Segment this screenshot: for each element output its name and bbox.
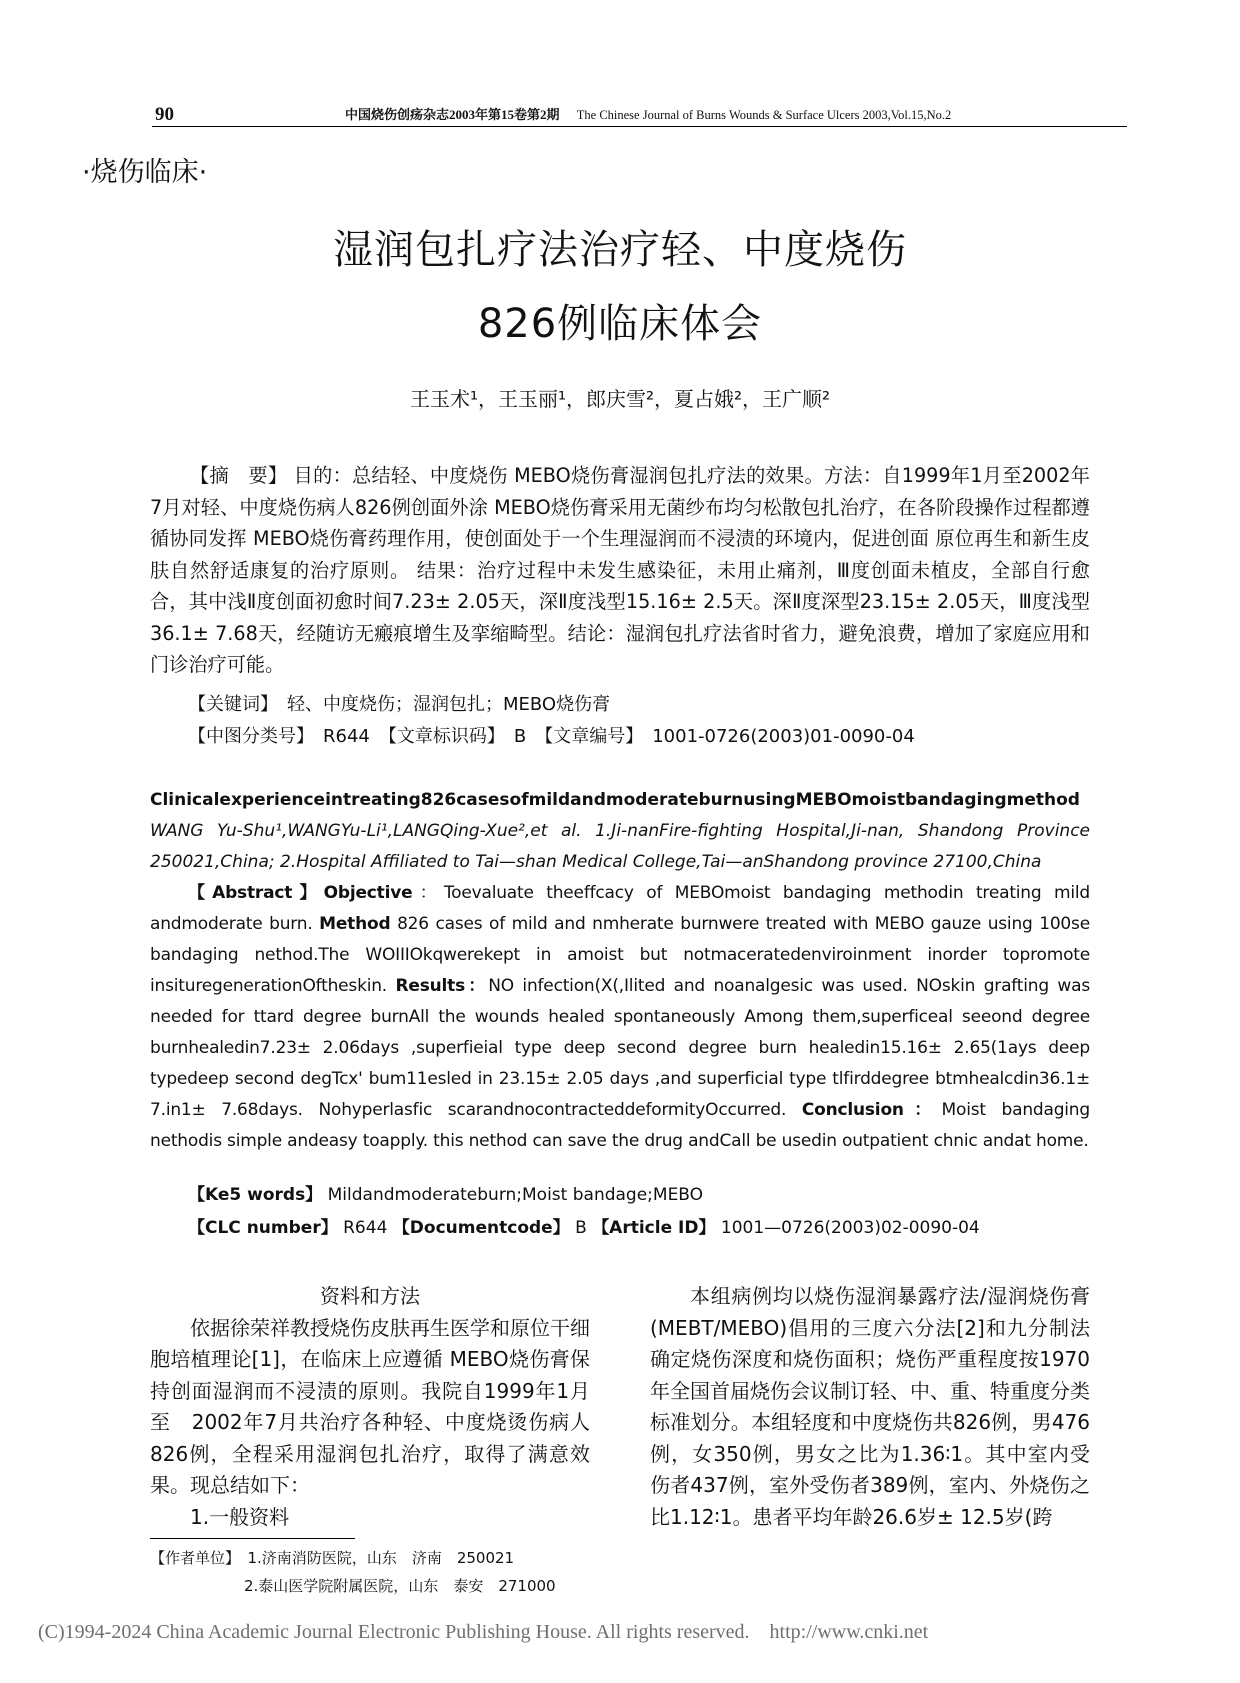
body-right-column	[650, 1281, 1090, 1533]
classification-en	[188, 1213, 980, 1238]
section-heading: 资料和方法	[320, 1284, 420, 1308]
document-code-label: 【Documentcode】	[392, 1218, 570, 1238]
clc-number-value: R644	[343, 1218, 388, 1238]
journal-header	[345, 104, 1125, 123]
clc-number-label: 【CLC number】	[188, 1218, 338, 1238]
footnote-divider	[150, 1538, 355, 1539]
english-affiliation: WANG Yu-Shu¹,WANGYu-Li¹,LANGQing-Xue²,et al. 1.Ji-nanFire-fighting Hospital,Ji-nan, Shandong Province 250021,China; 2.Hospital Affiliated to Tai—shan Medical College,Tai—anShandong province 27100,China	[150, 821, 1090, 872]
abstract-en-method: 826 cases of mild and nmherate burnwere treated with MEBO gauze using 100se bandaging nethod.The WOIIIOkqwerekept in amoist but notmaceratedenviroinment inorder topromote insituregenerationOftheskin.	[150, 914, 1090, 996]
body-paragraph-left: 依据徐荣祥教授烧伤皮肤再生医学和原位干细胞培植理论[1]，在临床上应遵循 MEBO烧伤膏保持创面湿润而不浸渍的原则。我院自1999年1月至 2002年7月共治疗各种轻、中度烧烫伤病人826例，全程采用湿润包扎治疗，取得了满意效果。现总结如下：	[150, 1315, 590, 1497]
journal-header-en: The Chinese Journal of Burns Wounds & Surface Ulcers 2003,Vol.15,No.2	[576, 108, 952, 122]
keywords-en-label: 【Ke5 words】	[188, 1185, 323, 1205]
footnote-affiliation-1: 【作者单位】 1.济南消防医院，山东 济南 250021	[150, 1549, 515, 1567]
keywords-en	[188, 1180, 703, 1205]
abstract-en-objective: ：Toevaluate theeffcacy of MEBOmoist bandaging methodin treating mild andmoderate burn.	[150, 883, 1090, 934]
abstract-en-conclusion: Moist bandaging nethodis simple andeasy toapply. this nethod can save the drug andCall be usedin outpatient chnic andat home.	[150, 1100, 1090, 1151]
header-divider	[152, 126, 1127, 127]
author-list: 王玉术¹，王玉丽¹，郎庆雪²，夏占娥²，王广顺²	[409, 387, 831, 411]
abstract-en-label: 【Abstract】Objective	[188, 883, 413, 903]
body-paragraph-right: 本组病例均以烧伤湿润暴露疗法/湿润烧伤膏(MEBT/MEBO)倡用的三度六分法[2]和九分制法确定烧伤深度和烧伤面积；烧伤严重程度按1970年全国首届烧伤会议制订轻、中、重、特重度分类标准划分。本组轻度和中度烧伤共826例，男476例，女350例，男女之比为1.36∶1。其中室内受伤者437例，室外受伤者389例，室内、外烧伤之比1.12∶1。患者平均年龄26.6岁± 12.5岁(跨	[650, 1284, 1090, 1529]
page-number: 90	[155, 104, 174, 125]
abstract-cn: 【摘 要】 目的：总结轻、中度烧伤 MEBO烧伤膏湿润包扎疗法的效果。方法：自1999年1月至2002年7月对轻、中度烧伤病人826例创面外涂 MEBO烧伤膏采用无菌纱布均匀松散包扎治疗，在各阶段操作过程都遵循协同发挥 MEBO烧伤膏药理作用，使创面处于一个生理湿润而不浸渍的环境内，促进创面 原位再生和新生皮肤自然舒适康复的治疗原则。 结果：治疗过程中未发生感染征，未用止痛剂，Ⅲ度创面未植皮，全部自行愈合，其中浅Ⅱ度创面初愈时间7.23± 2.05天，深Ⅱ度浅型15.16± 2.5天。深Ⅱ度深型23.15± 2.05天，Ⅲ度浅型36.1± 7.68天，经随访无瘢痕增生及挛缩畸型。结论：湿润包扎疗法省时省力，避免浪费，增加了家庭应用和门诊治疗可能。	[150, 464, 1090, 676]
article-id-value: 1001—0726(2003)02-0090-04	[720, 1218, 980, 1238]
document-code-value: B	[575, 1218, 587, 1238]
english-title-block	[150, 785, 1090, 878]
article-id-label: 【Article ID】	[592, 1218, 716, 1238]
article-title-line-2: 826例临床体会	[477, 301, 763, 347]
abstract-en-results: NO infection(X(,Ilited and noanalgesic was used. NOskin grafting was needed for ttard degree burnAll the wounds healed spontaneously Among them,superficeal seeond degree burnhealedin7.23± 2.06days ,superfieial type deep second degree burn healedin15.16± 2.65(1ays deep typedeep second degTcx' bum11esled in 23.15± 2.05 days ,and superficial type tlfirddegree btmhealcdin36.1± 7.in1± 7.68days. Nohyperlasfic scarandnocontracteddeformityOccurred.	[150, 976, 1090, 1120]
article-title-line-1: 湿润包扎疗法治疗轻、中度烧伤	[333, 227, 907, 273]
subsection-heading: 1.一般资料	[190, 1504, 290, 1529]
abstract-en-method-label: Method	[319, 914, 391, 934]
classification-cn: 【中图分类号】 R644 【文章标识码】 B 【文章编号】 1001-0726(2003)01-0090-04	[188, 726, 915, 747]
section-label: ·烧伤临床·	[82, 157, 208, 188]
copyright-watermark: (C)1994-2024 China Academic Journal Electronic Publishing House. All rights reserved. http://www.cnki.net	[38, 1621, 929, 1643]
abstract-en-conclusion-label: Conclusion：	[801, 1100, 942, 1120]
keywords-cn: 【关键词】 轻、中度烧伤；湿润包扎；MEBO烧伤膏	[188, 694, 611, 715]
journal-header-cn: 中国烧伤创疡杂志2003年第15卷第2期	[345, 107, 560, 122]
footnote-affiliation-2: 2.泰山医学院附属医院，山东 泰安 271000	[244, 1577, 556, 1595]
abstract-en-results-label: Results：	[395, 976, 489, 996]
body-left-column	[150, 1281, 590, 1533]
keywords-en-text: Mildandmoderateburn;Moist bandage;MEBO	[327, 1185, 704, 1205]
english-title: Clinicalexperienceintreating826casesofmildandmoderateburnusingMEBOmoistbandagingmethod	[150, 790, 1080, 810]
abstract-en	[150, 878, 1090, 1157]
